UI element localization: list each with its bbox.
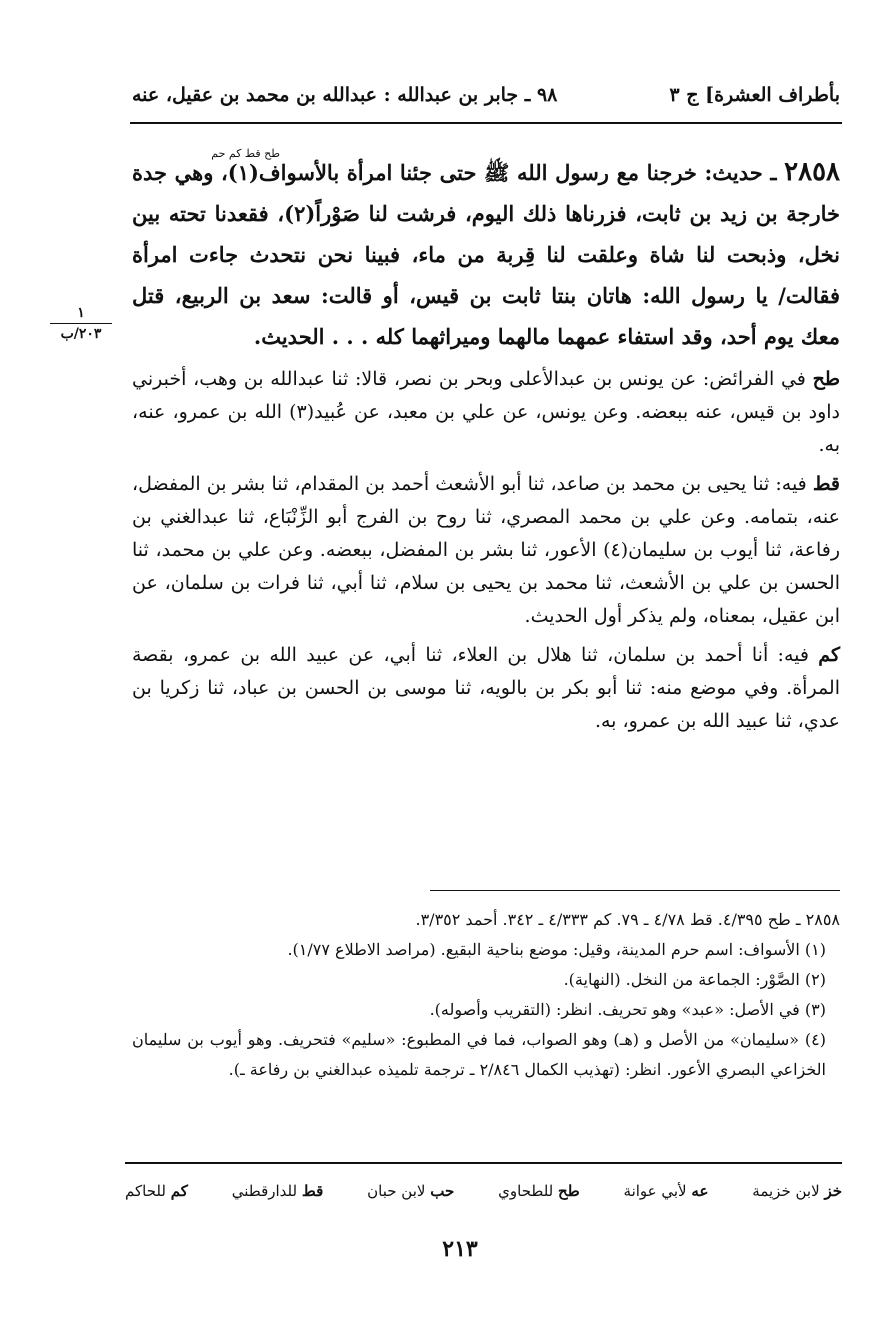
hadith-body: ـ حديث: خرجنا مع رسول الله ﷺ حتى جئنا امرأة بالأسواف(١)، وهي جدة خارجة بن زيد بن ثابت، فزرناها ذلك اليوم، فرشت لنا صَوْراً(٢)، فقعدنا تحته بين نخل، وذبحت لنا شاة وعلقت لنا قِربة من ماء، فبينا نحن نتحدث جاءت امرأة فقالت/ يا رسول الله: هاتان بنتا ثابت بن قيس، أو قالت: سعد بن الربيع، قتل معك يوم أحد، وقد استفاء عمهما مالهما وميراثهما كله . . . الحديث. <box>132 160 840 349</box>
source-siglum: قط <box>812 473 840 495</box>
abbreviation-key <box>125 1182 842 1200</box>
footnote-4: (٤) «سليمان» من الأصل و (هـ) وهو الصواب، فما في المطبوع: «سليم» فتحريف. وهو أيوب بن سليمان الخزاعي البصري الأعور. انظر: (تهذيب الكمال ٢/٨٤٦ ـ ترجمة تلميذه عبدالغني بن رفاعة ـ). <box>132 1030 826 1079</box>
abbreviation-item: قط للدارقطني <box>231 1182 324 1200</box>
source-text: فيه: أنا أحمد بن سلمان، ثنا هلال بن العلاء، ثنا أبي، عن عبيد الله بن عمرو، بقصة المرأة. وفي موضع منه: ثنا أبو بكر بن بالويه، ثنا موسى بن الحسن بن عباد، ثنا زكريا بن عدي، ثنا عبيد الله بن عمرو، به. <box>132 644 840 732</box>
hadith-number: ٢٨٥٨ <box>784 157 841 187</box>
abbreviation-item: كم للحاكم <box>125 1182 188 1200</box>
header-divider <box>130 122 842 124</box>
bottom-divider <box>125 1162 842 1164</box>
hadith-sigla: طح قط كم حم <box>211 147 280 160</box>
source-siglum: كم <box>818 644 840 666</box>
footnotes <box>132 905 840 1085</box>
header-chapter: ٩٨ ـ جابر بن عبدالله : عبدالله بن محمد بن عقيل، عنه <box>132 84 558 106</box>
footnote-3: (٣) في الأصل: «عبد» وهو تحريف. انظر: (التقريب وأصوله). <box>429 1000 826 1019</box>
footnote-2: (٢) الصَّوْر: الجماعة من النخل. (النهاية). <box>563 970 826 989</box>
main-text <box>132 147 841 738</box>
header-volume: بأطراف العشرة] ج ٣ <box>669 84 840 106</box>
hadith-text <box>132 152 840 357</box>
abbreviation-item: حب لابن حبان <box>367 1182 455 1200</box>
abbreviation-item: عه لأبي عوانة <box>623 1182 709 1200</box>
running-header <box>132 80 840 110</box>
footnote-divider <box>430 890 840 891</box>
abbreviation-item: خز لابن خزيمة <box>752 1182 842 1200</box>
page-number: ٢١٣ <box>442 1236 478 1262</box>
source-siglum: طح <box>812 368 840 390</box>
source-text: فيه: ثنا يحيى بن محمد بن صاعد، ثنا أبو الأشعث أحمد بن المقدام، ثنا بشر بن المفضل، عنه، بتمامه. وعن علي بن محمد المصري، ثنا روح بن الفرج أبو الزِّنْبَاع، ثنا عبدالغني بن رفاعة، ثنا أيوب بن سليمان(٤) الأعور، ثنا بشر بن المفضل، ببعضه. وعن علي بن محمد، ثنا الحسن بن علي بن الأشعث، ثنا محمد بن يحيى بن سلام، ثنا أبي، ثنا فرات بن سلمان، عن ابن عقيل، بمعناه، ولم يذكر أول الحديث. <box>132 473 840 627</box>
source-paragraph-daraqutni <box>132 468 840 633</box>
folio-denominator: ٢٠٣/ب <box>60 326 102 342</box>
footnote-references: ٢٨٥٨ ـ طح ٤/٣٩٥. قط ٤/٧٨ ـ ٧٩. كم ٤/٣٣٣ ـ ٣٤٢. أحمد ٣/٣٥٢. <box>415 910 840 929</box>
footnote-1: (١) الأسواف: اسم حرم المدينة، وقيل: موضع بناحية البقيع. (مراصد الاطلاع ١/٧٧). <box>287 940 826 959</box>
abbreviation-item: طح للطحاوي <box>498 1182 580 1200</box>
folio-numerator: ١ <box>50 304 112 324</box>
source-paragraph-tahawi <box>132 363 840 462</box>
manuscript-folio-note <box>50 304 112 343</box>
hadith-block <box>132 147 841 357</box>
source-text: في الفرائض: عن يونس بن عبدالأعلى وبحر بن نصر، قالا: ثنا عبدالله بن وهب، أخبرني داود بن قيس، عنه ببعضه. وعن يونس، عن علي بن معبد، عن عُبيد(٣) الله بن عمرو، عنه، به. <box>132 368 840 456</box>
source-paragraph-hakim <box>132 639 840 738</box>
